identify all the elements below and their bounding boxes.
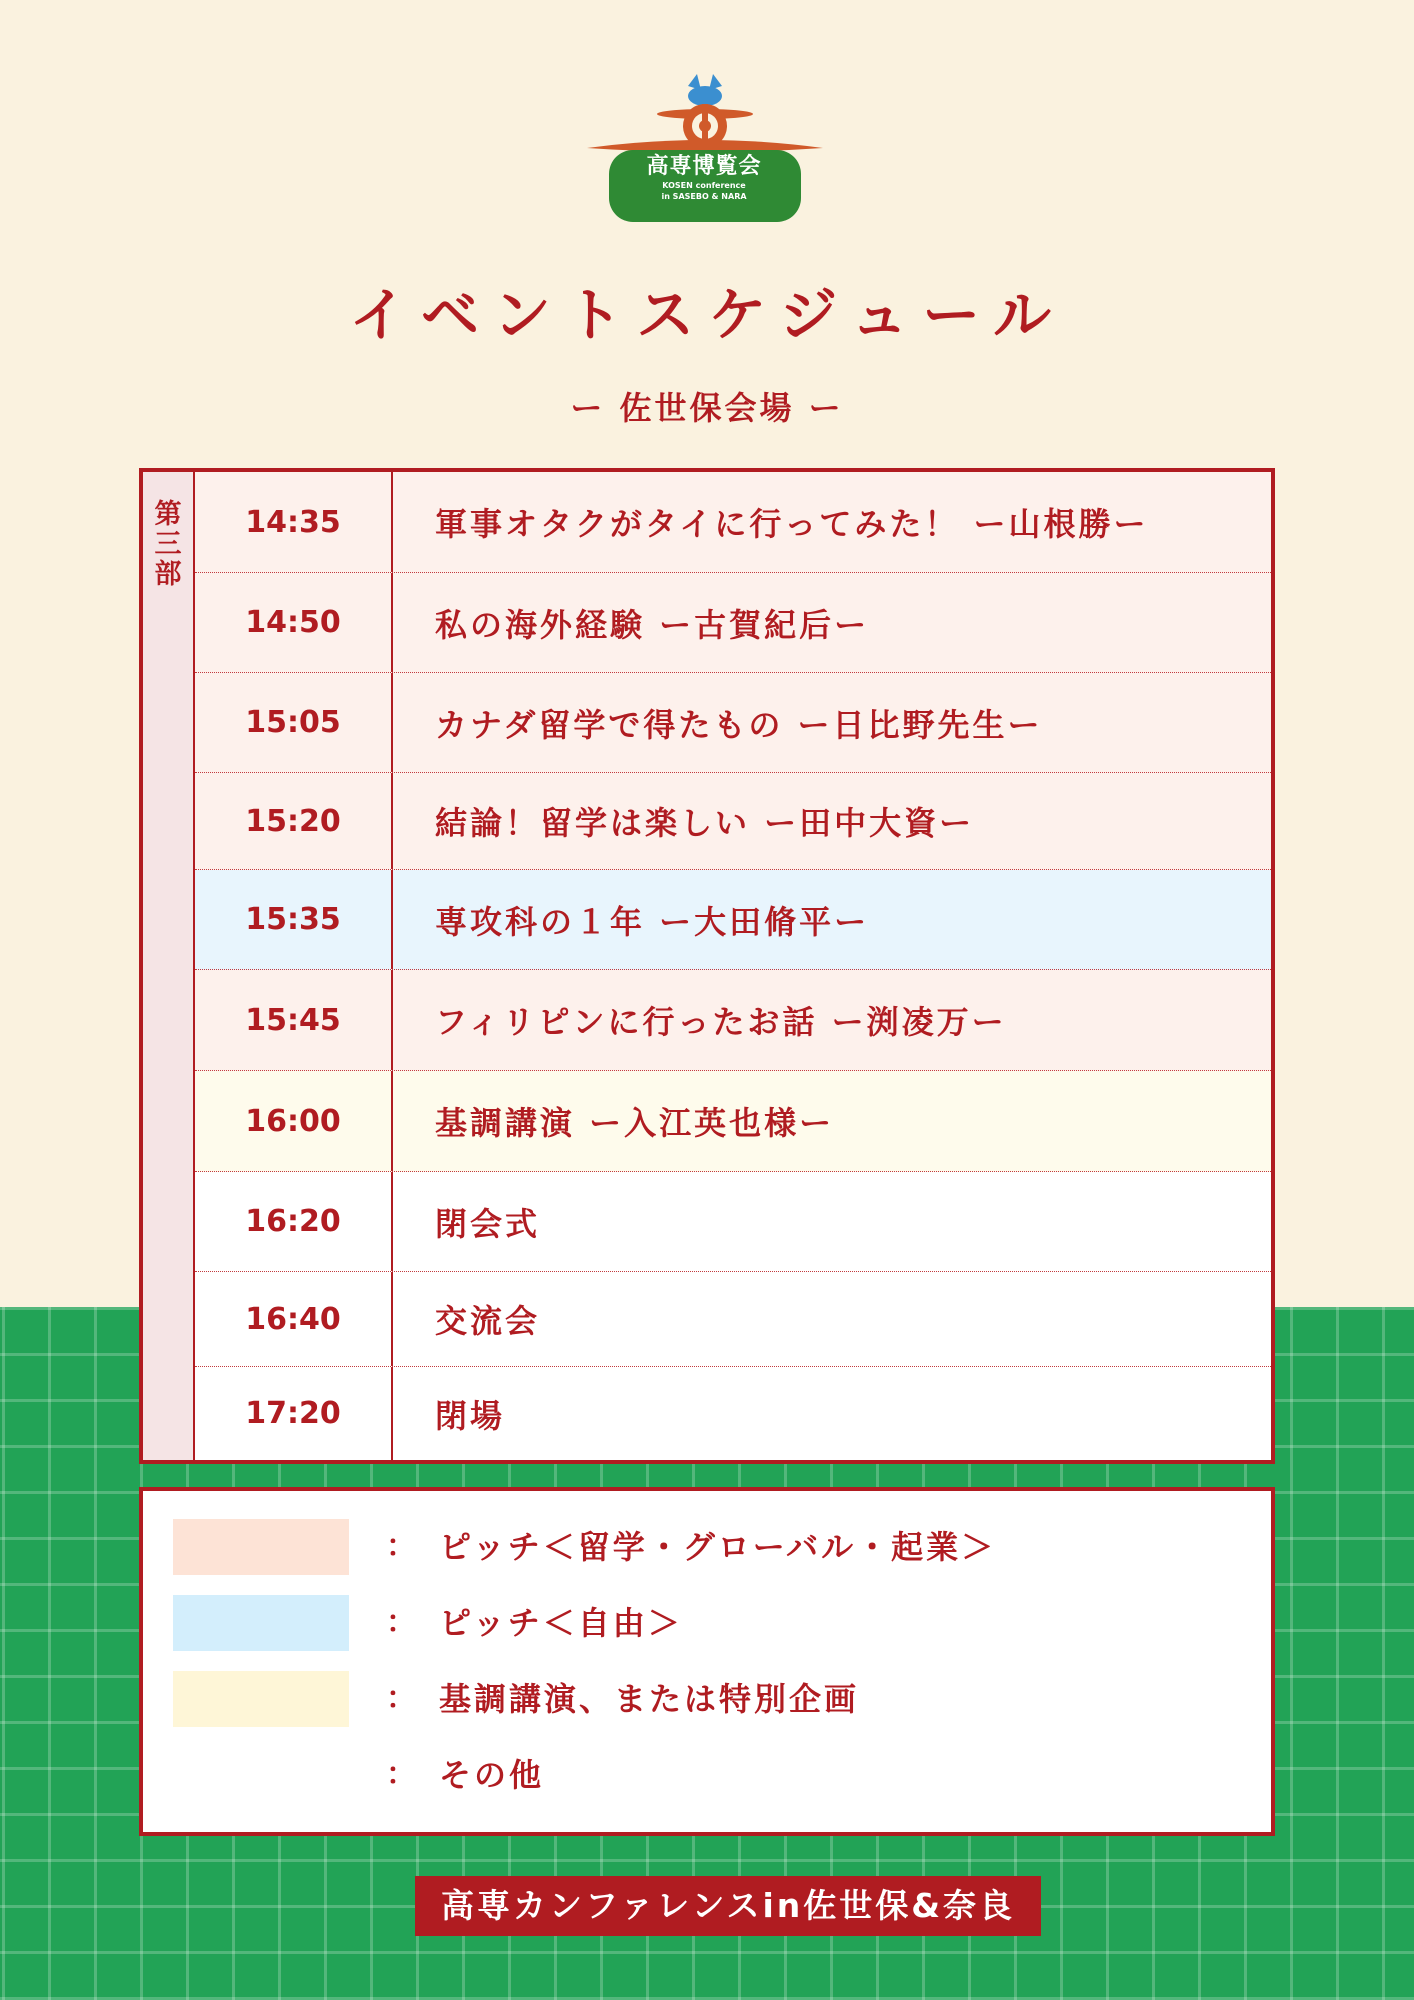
page-title: イベントスケジュール — [349, 281, 1065, 349]
row-time: 14:50 — [195, 573, 393, 672]
legend-colon: ： — [386, 1529, 416, 1564]
logo-subtext-line2: in SASEBO & NARA — [661, 192, 747, 201]
schedule-row — [195, 1071, 1271, 1172]
legend-label: ピッチ＜自由＞ — [439, 1604, 683, 1642]
row-time: 16:20 — [195, 1172, 393, 1271]
logo-subtext-line1: KOSEN conference — [662, 181, 746, 190]
legend-swatch — [173, 1595, 349, 1651]
row-time: 15:45 — [195, 970, 393, 1070]
airplane-icon — [585, 68, 825, 228]
legend-colon: ： — [386, 1605, 416, 1640]
row-event: 専攻科の１年 ー大田脩平ー — [435, 902, 870, 941]
row-time: 15:05 — [195, 673, 393, 772]
legend-label: その他 — [439, 1756, 545, 1794]
part-label: 第三部 — [154, 499, 182, 590]
schedule-row — [195, 573, 1271, 673]
schedule-table — [139, 468, 1275, 1464]
row-time: 16:00 — [195, 1071, 393, 1171]
footer-banner: 高専カンファレンスin佐世保&奈良 — [415, 1876, 1041, 1936]
schedule-rows — [195, 472, 1271, 1460]
part-column — [143, 472, 195, 1460]
schedule-row — [195, 870, 1271, 970]
legend-swatch — [173, 1519, 349, 1575]
venue-subtitle: ー 佐世保会場 ー — [570, 389, 844, 427]
schedule-row — [195, 472, 1271, 573]
legend-colon: ： — [386, 1681, 416, 1716]
kosen-logo — [585, 68, 825, 228]
schedule-row — [195, 1172, 1271, 1272]
schedule-row — [195, 673, 1271, 773]
logo-main-text: 高専博覧会 — [646, 154, 762, 179]
row-event: 交流会 — [435, 1302, 541, 1340]
legend-colon: ： — [386, 1757, 416, 1792]
row-event: 軍事オタクがタイに行ってみた！ ー山根勝ー — [435, 505, 1149, 543]
row-event: 閉会式 — [435, 1204, 541, 1243]
row-time: 15:20 — [195, 773, 393, 869]
legend-label: 基調講演、または特別企画 — [439, 1680, 860, 1718]
schedule-row — [195, 1272, 1271, 1367]
legend-box — [139, 1487, 1275, 1836]
schedule-row — [195, 773, 1271, 870]
legend-item — [143, 1519, 1271, 1575]
row-event: 基調講演 ー入江英也様ー — [435, 1104, 835, 1142]
row-event: カナダ留学で得たもの ー日比野先生ー — [435, 705, 1043, 744]
schedule-row — [195, 970, 1271, 1071]
logo-text — [615, 154, 793, 202]
legend-swatch — [173, 1671, 349, 1727]
row-time: 15:35 — [195, 870, 393, 969]
legend-item — [143, 1595, 1271, 1651]
legend-item — [143, 1671, 1271, 1727]
row-time: 14:35 — [195, 472, 393, 572]
row-event: 閉場 — [435, 1396, 506, 1435]
row-time: 17:20 — [195, 1367, 393, 1460]
legend-label: ピッチ＜留学・グローバル・起業＞ — [439, 1528, 997, 1566]
row-event: フィリピンに行ったお話 ー渕凌万ー — [435, 1003, 1007, 1041]
row-event: 私の海外経験 ー古賀紀后ー — [435, 605, 870, 644]
legend-item — [143, 1747, 1271, 1803]
legend-swatch — [173, 1747, 349, 1803]
row-time: 16:40 — [195, 1272, 393, 1366]
row-event: 結論！留学は楽しい ー田中大資ー — [435, 804, 975, 842]
schedule-row — [195, 1367, 1271, 1460]
